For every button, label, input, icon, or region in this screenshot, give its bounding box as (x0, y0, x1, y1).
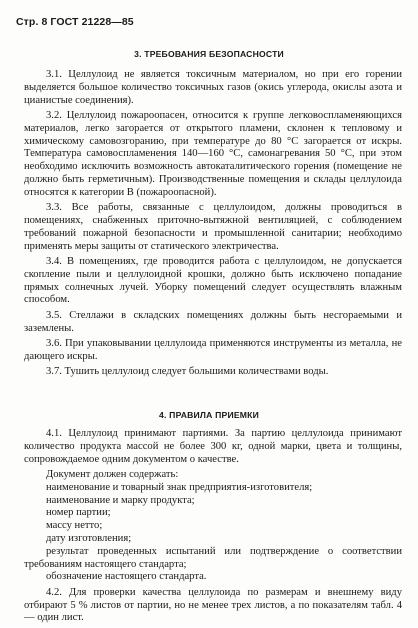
list-item: массу нетто; (46, 520, 103, 532)
list-item: наименование и марку продукта; (46, 494, 195, 506)
list-item: дату изготовления; (46, 532, 132, 544)
section-3-body (24, 69, 402, 381)
list-item: обозначение настоящего стандарта. (46, 571, 207, 583)
paragraph-3-1: 3.1. Целлулоид не является токсичным материалом, но при его горении выделяется большое количество токсичных газов (окись углерода, окислы азота и цианистые соединения). (24, 69, 402, 106)
section-4-body (24, 428, 402, 628)
paragraph-3-4: 3.4. В помещениях, где проводится работа с целлулоидом, не допускается скопление пыли и целлулоидной крошки, должно быть исключено попадание прямых солнечных лучей. Уборку помещений следует осуществлять влажным способом. (24, 255, 402, 306)
list-item: наименование и товарный знак предприятия-изготовителя; (46, 481, 313, 493)
paragraph-4-1: 4.1. Целлулоид принимают партиями. За партию целлулоида принимают количество продукта массой не более 300 кг, одной марки, цвета и толщины, сопровождаемое одним документом о качестве. (24, 428, 402, 465)
paragraph-4-2: 4.2. Для проверки качества целлулоида по размерам и внешнему виду отбирают 5 % листов от партии, но не менее трех листов, а по показателям табл. 4 — один лист. (24, 586, 402, 624)
document-contents-intro: Документ должен содержать: (46, 468, 179, 480)
paragraph-3-6: 3.6. При упаковывании целлулоида применяются инструменты из металла, не дающего искры. (24, 337, 402, 362)
page-header: Стр. 8 ГОСТ 21228—85 (16, 16, 134, 28)
paragraph-3-7: 3.7. Тушить целлулоид следует большими количествами воды. (46, 366, 329, 378)
list-item: результат проведенных испытаний или подтверждение о соответствии требованиям настоящего стандарта; (24, 545, 402, 570)
paragraph-3-5: 3.5. Стеллажи в складских помещениях должны быть несгораемыми и заземлены. (24, 309, 402, 334)
list-item: номер партии; (46, 507, 111, 519)
paragraph-3-3: 3.3. Все работы, связанные с целлулоидом, должны проводиться в помещениях, снабженных приточно-вытяжной вентиляцией, с соблюдением требований пожарной безопасности и промышленной санитарии; необходимо применять меры защиты от статического электричества. (24, 202, 402, 252)
paragraph-3-2: 3.2. Целлулоид пожароопасен, относится к группе легковоспламеняющихся материалов, легко загорается от открытого пламени, склонен к тепловому и химическому самовозгоранию, при температуре до 80 °С загорается от искры. Температура самовоспламенения 140—160 °С, самонагревания 50 °С, при этом необходимо исключить возможность автокаталитического горения (помещение не должно быть герметичным). Производственные помещения и склады целлулоида относятся к категории В (пожароопасной). (24, 109, 402, 198)
section-3-title: 3. ТРЕБОВАНИЯ БЕЗОПАСНОСТИ (134, 49, 284, 59)
section-4-title: 4. ПРАВИЛА ПРИЕМКИ (159, 410, 259, 420)
